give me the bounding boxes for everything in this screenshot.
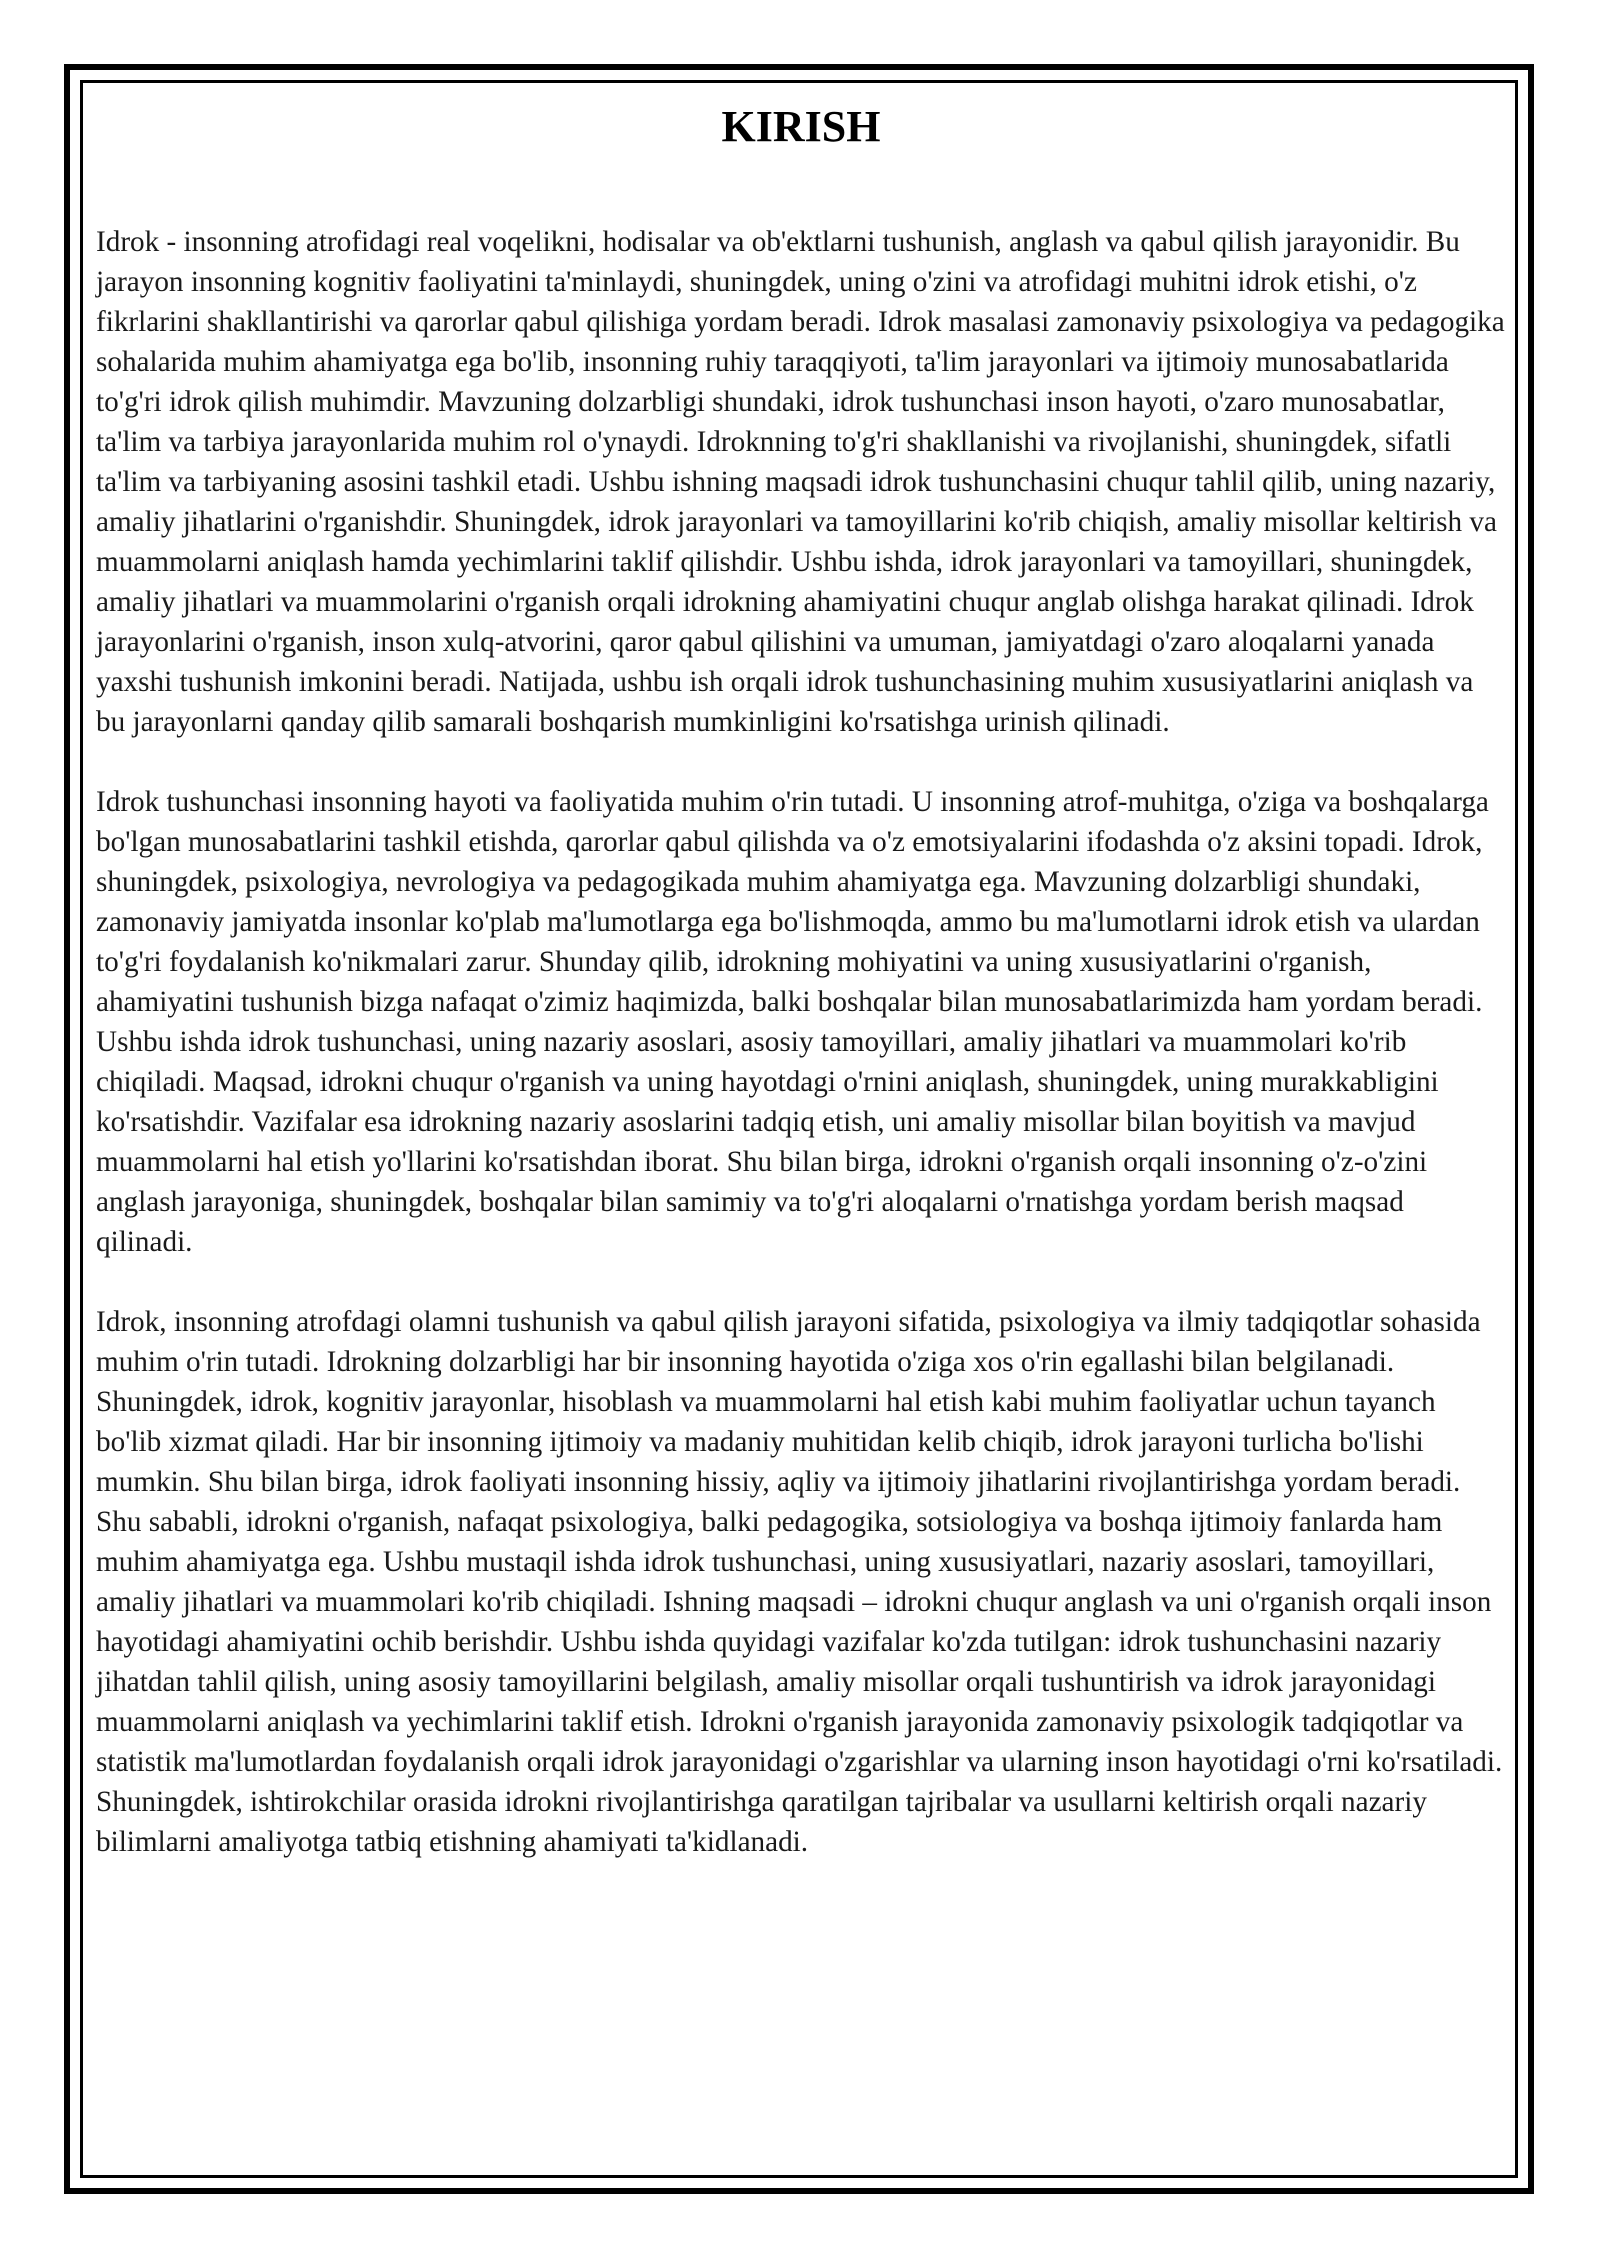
- body-text: [96, 222, 1506, 1862]
- paragraph-1: Idrok - insonning atrofidagi real voqelikni, hodisalar va ob'ektlarni tushunish, anglash va qabul qilish jarayonidir. Bu jarayon insonning kognitiv faoliyatini ta'minlaydi, shuningdek, uning o'zini va atrofidagi muhitni idrok etishi, o'z fikrlarini shakllantirishi va qarorlar qabul qilishiga yordam beradi. Idrok masalasi zamonaviy psixologiya va pedagogika sohalarida muhim ahamiyatga ega bo'lib, insonning ruhiy taraqqiyoti, ta'lim jarayonlari va ijtimoiy munosabatlarida to'g'ri idrok qilish muhimdir. Mavzuning dolzarbligi shundaki, idrok tushunchasi inson hayoti, o'zaro munosabatlar, ta'lim va tarbiya jarayonlarida muhim rol o'ynaydi. Idroknning to'g'ri shakllanishi va rivojlanishi, shuningdek, sifatli ta'lim va tarbiyaning asosini tashkil etadi. Ushbu ishning maqsadi idrok tushunchasini chuqur tahlil qilib, uning nazariy, amaliy jihatlarini o'rganishdir. Shuningdek, idrok jarayonlari va tamoyillarini ko'rib chiqish, amaliy misollar keltirish va muammolarni aniqlash hamda yechimlarini taklif qilishdir. Ushbu ishda, idrok jarayonlari va tamoyillari, shuningdek, amaliy jihatlari va muammolarini o'rganish orqali idrokning ahamiyatini chuqur anglab olishga harakat qilinadi. Idrok jarayonlarini o'rganish, inson xulq-atvorini, qaror qabul qilishini va umuman, jamiyatdagi o'zaro aloqalarni yanada yaxshi tushunish imkonini beradi. Natijada, ushbu ish orqali idrok tushunchasining muhim xususiyatlarini aniqlash va bu jarayonlarni qanday qilib samarali boshqarish mumkinligini ko'rsatishga urinish qilinadi.: [96, 226, 1505, 738]
- paragraph-2: Idrok tushunchasi insonning hayoti va faoliyatida muhim o'rin tutadi. U insonning atrof-muhitga, o'ziga va boshqalarga bo'lgan munosabatlarini tashkil etishda, qarorlar qabul qilishda va o'z emotsiyalarini ifodashda o'z aksini topadi. Idrok, shuningdek, psixologiya, nevrologiya va pedagogikada muhim ahamiyatga ega. Mavzuning dolzarbligi shundaki, zamonaviy jamiyatda insonlar ko'plab ma'lumotlarga ega bo'lishmoqda, ammo bu ma'lumotlarni idrok etish va ulardan to'g'ri foydalanish ko'nikmalari zarur. Shunday qilib, idrokning mohiyatini va uning xususiyatlarini o'rganish, ahamiyatini tushunish bizga nafaqat o'zimiz haqimizda, balki boshqalar bilan munosabatlarimizda ham yordam beradi. Ushbu ishda idrok tushunchasi, uning nazariy asoslari, asosiy tamoyillari, amaliy jihatlari va muammolari ko'rib chiqiladi. Maqsad, idrokni chuqur o'rganish va uning hayotdagi o'rnini aniqlash, shuningdek, uning murakkabligini ko'rsatishdir. Vazifalar esa idrokning nazariy asoslarini tadqiq etish, uni amaliy misollar bilan boyitish va mavjud muammolarni hal etish yo'llarini ko'rsatishdan iborat. Shu bilan birga, idrokni o'rganish orqali insonning o'z-o'zini anglash jarayoniga, shuningdek, boshqalar bilan samimiy va to'g'ri aloqalarni o'rnatishga yordam berish maqsad qilinadi.: [96, 786, 1489, 1258]
- page-title: KIRISH: [721, 102, 881, 151]
- document-content: [96, 92, 1506, 1902]
- paragraph-3: Idrok, insonning atrofdagi olamni tushunish va qabul qilish jarayoni sifatida, psixologiya va ilmiy tadqiqotlar sohasida muhim o'rin tutadi. Idrokning dolzarbligi har bir insonning hayotida o'ziga xos o'rin egallashi bilan belgilanadi. Shuningdek, idrok, kognitiv jarayonlar, hisoblash va muammolarni hal etish kabi muhim faoliyatlar uchun tayanch bo'lib xizmat qiladi. Har bir insonning ijtimoiy va madaniy muhitidan kelib chiqib, idrok jarayoni turlicha bo'lishi mumkin. Shu bilan birga, idrok faoliyati insonning hissiy, aqliy va ijtimoiy jihatlarini rivojlantirishga yordam beradi. Shu sababli, idrokni o'rganish, nafaqat psixologiya, balki pedagogika, sotsiologiya va boshqa ijtimoiy fanlarda ham muhim ahamiyatga ega. Ushbu mustaqil ishda idrok tushunchasi, uning xususiyatlari, nazariy asoslari, tamoyillari, amaliy jihatlari va muammolari ko'rib chiqiladi. Ishning maqsadi – idrokni chuqur anglash va uni o'rganish orqali inson hayotidagi ahamiyatini ochib berishdir. Ushbu ishda quyidagi vazifalar ko'zda tutilgan: idrok tushunchasini nazariy jihatdan tahlil qilish, uning asosiy tamoyillarini belgilash, amaliy misollar orqali tushuntirish va idrok jarayonidagi muammolarni aniqlash va yechimlarini taklif etish. Idrokni o'rganish jarayonida zamonaviy psixologik tadqiqotlar va statistik ma'lumotlardan foydalanish orqali idrok jarayonidagi o'zgarishlar va ularning inson hayotidagi o'rni ko'rsatiladi. Shuningdek, ishtirokchilar orasida idrokni rivojlantirishga qaratilgan tajribalar va usullarni keltirish orqali nazariy bilimlarni amaliyotga tatbiq etishning ahamiyati ta'kidlanadi.: [96, 1306, 1503, 1858]
